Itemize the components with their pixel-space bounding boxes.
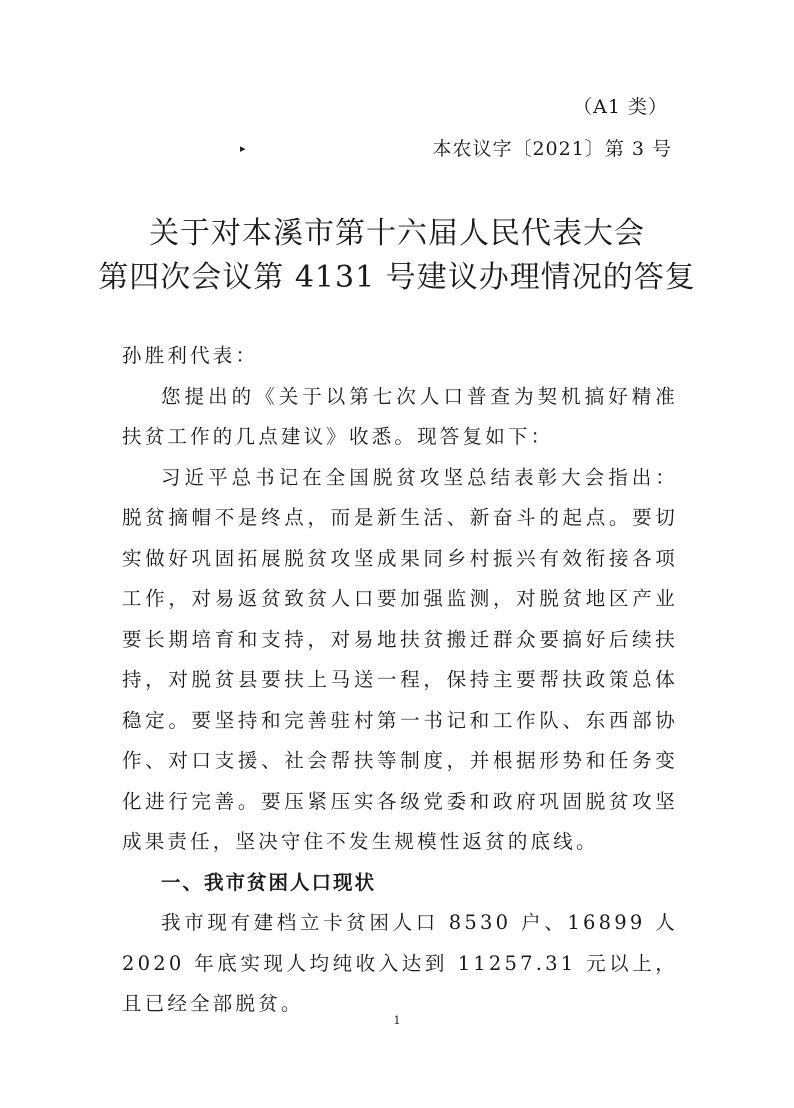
salutation: 孙胜利代表： <box>122 344 259 367</box>
paragraph-policy-context: 习近平总书记在全国脱贫攻坚总结表彰大会指出：脱贫摘帽不是终点，而是新生活、新奋斗的起点。要切实做好巩固拓展脱贫攻坚成果同乡村振兴有效衔接各项工作，对易返贫致贫人口要加强监测，对脱贫地区产业要长期培育和支持，对易地扶贫搬迁群众要搞好后续扶持，对脱贫县要扶上马送一程，保持主要帮扶政策总体稳定。要坚持和完善驻村第一书记和工作队、东西部协作、对口支援、社会帮扶等制度，并根据形势和任务变化进行完善。要压紧压实各级党委和政府巩固脱贫攻坚成果责任，坚决守住不发生规模性返贫的底线。 <box>122 465 678 853</box>
title-line-1: 关于对本溪市第十六届人民代表大会 <box>149 216 645 251</box>
document-category: （A1 类） <box>573 96 668 118</box>
document-number: 本农议字〔2021〕第 3 号 <box>432 138 672 160</box>
paragraph-acknowledgement: 您提出的《关于以第七次人口普查为契机搞好精准扶贫工作的几点建议》收悉。现答复如下： <box>122 384 678 448</box>
arrow-marker-icon: ▸ <box>240 142 246 155</box>
paragraph-poverty-status: 我市现有建档立卡贫困人口 8530 户、16899 人 2020 年底实现人均纯收入达到 11257.31 元以上，且已经全部脱贫。 <box>122 911 678 1015</box>
section-heading-1: 一、我市贫困人口现状 <box>161 870 377 894</box>
title-line-2: 第四次会议第 4131 号建议办理情况的答复 <box>98 260 696 295</box>
document-body <box>122 336 678 1025</box>
page-number: 1 <box>393 1014 401 1027</box>
document-title <box>0 212 794 300</box>
